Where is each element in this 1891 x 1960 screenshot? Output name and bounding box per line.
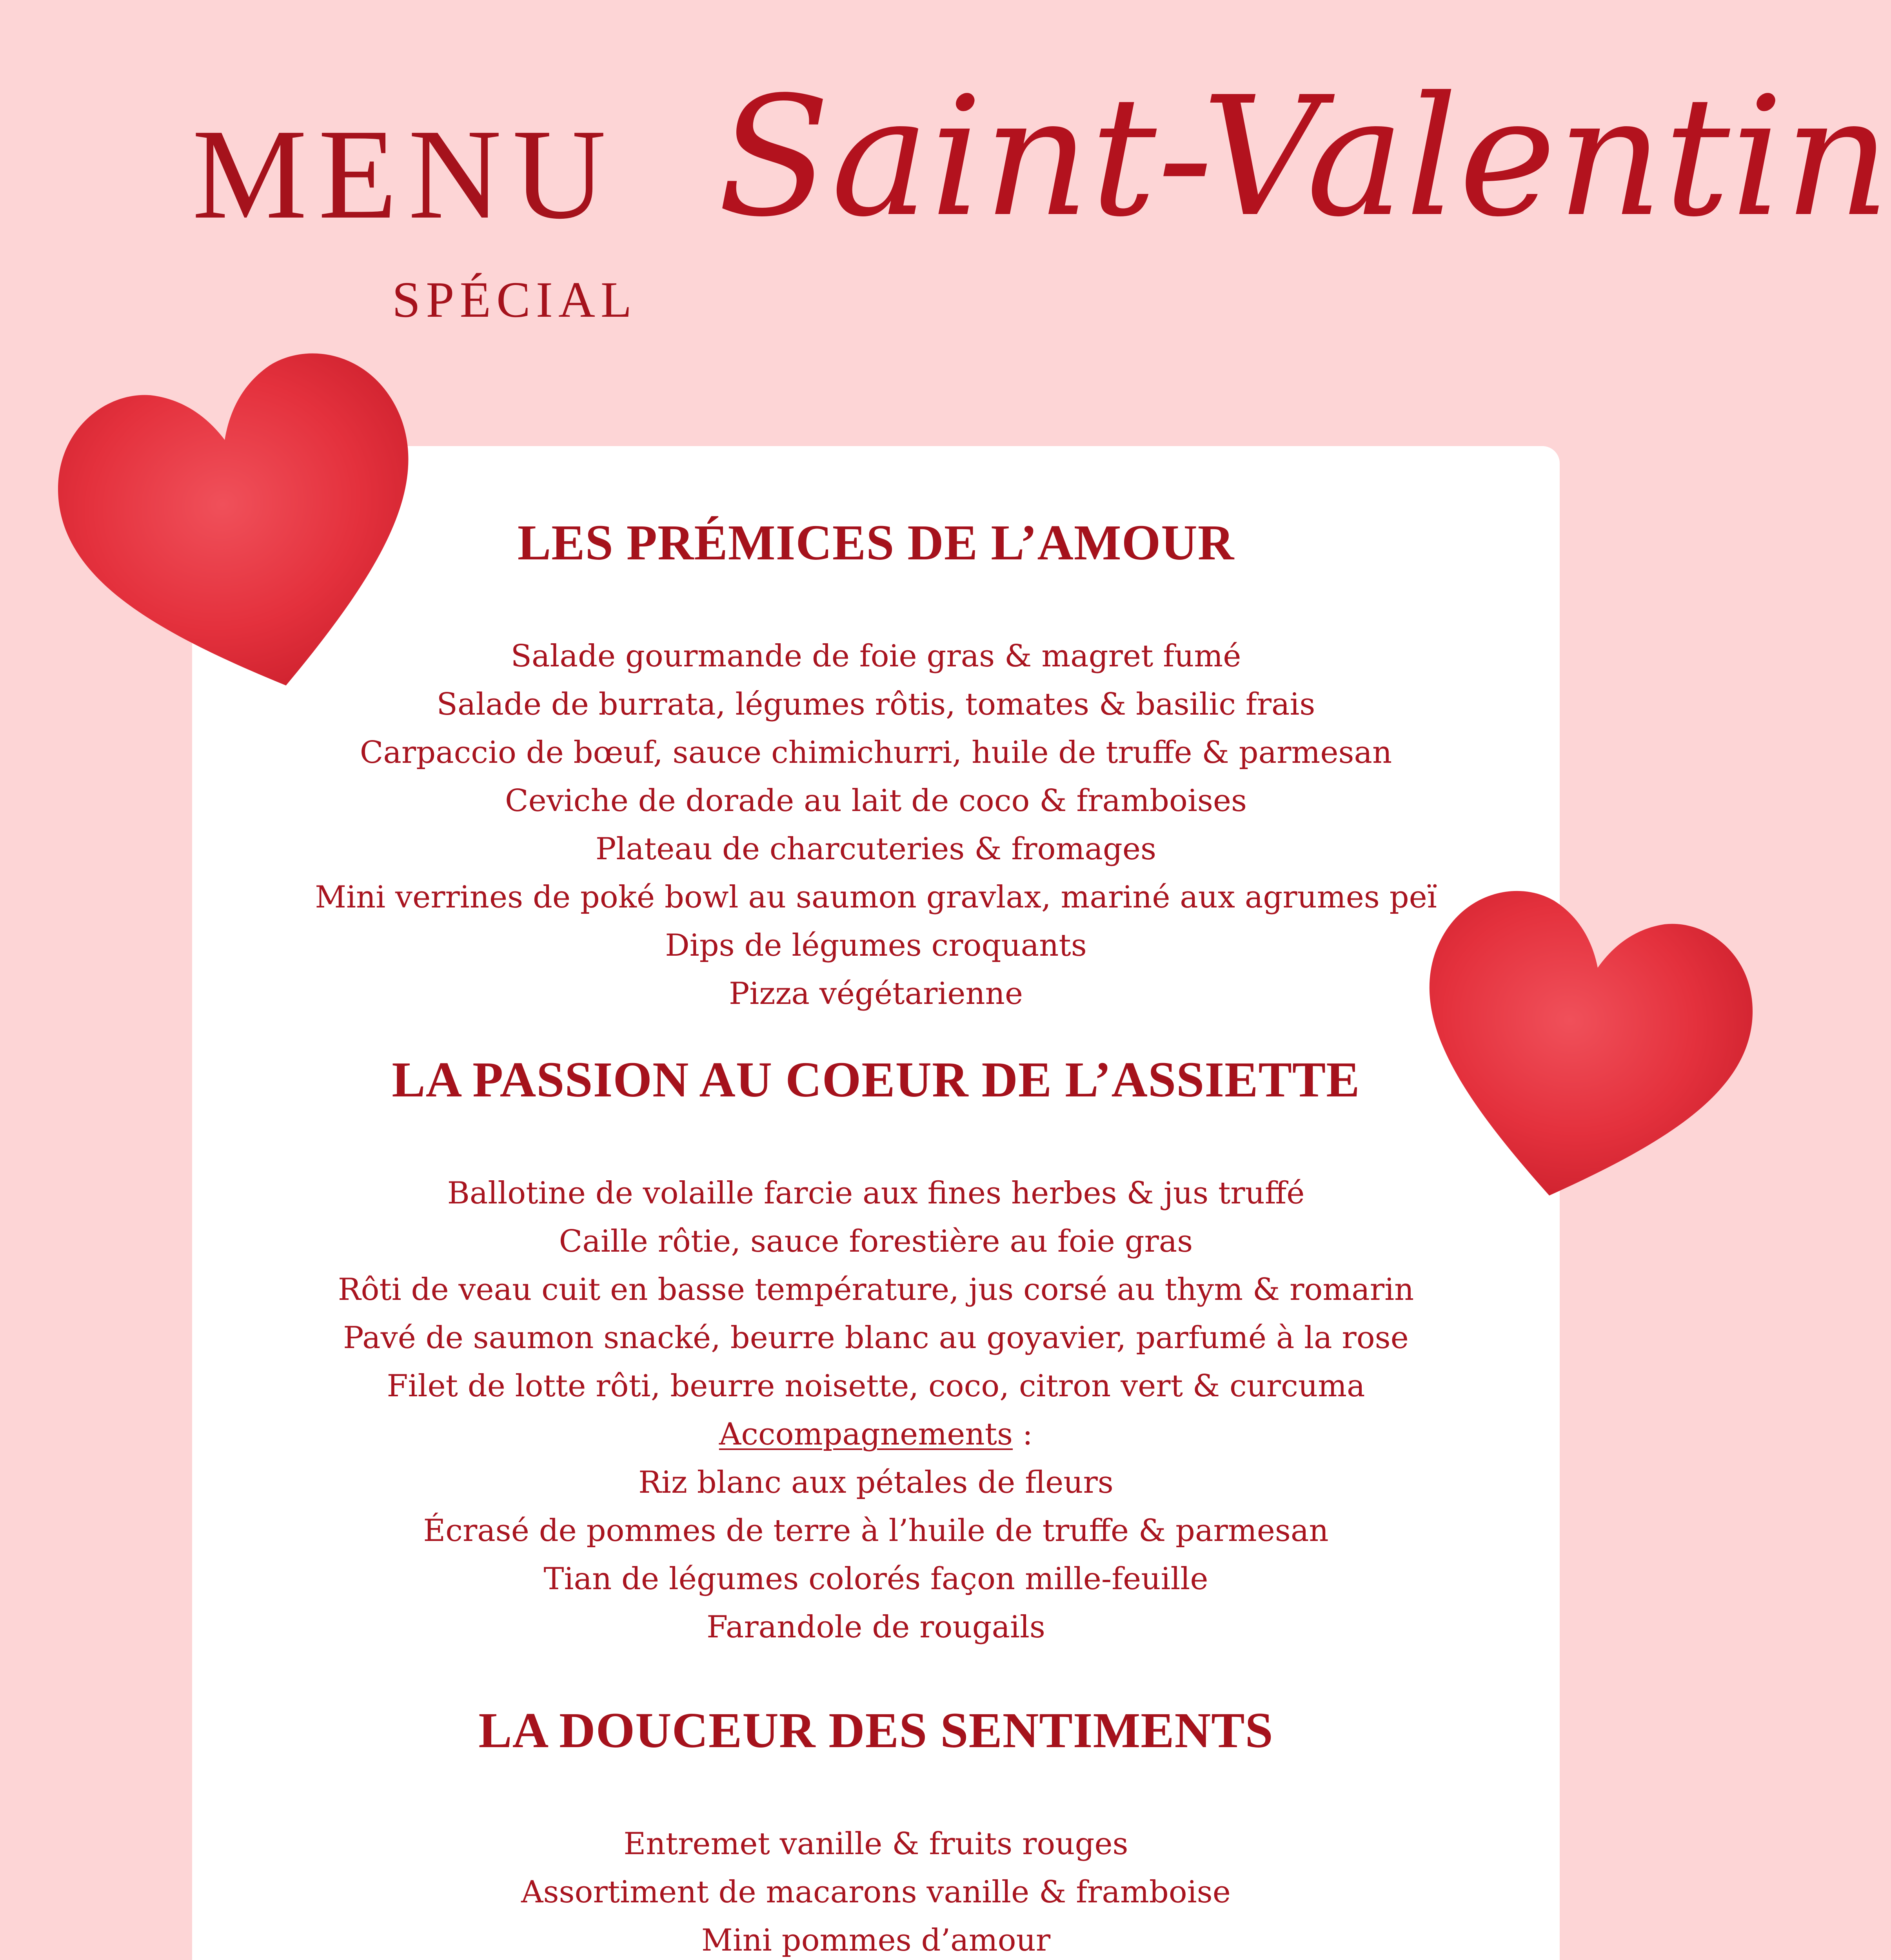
list-item: Pizza végétarienne — [728, 976, 1023, 1011]
list-item: Mini verrines de poké bowl au saumon gravlax, mariné aux agrumes peï — [315, 880, 1437, 915]
section-title: LA DOUCEUR DES SENTIMENTS — [478, 1702, 1273, 1758]
section-starters — [192, 517, 1560, 1018]
accompaniments-suffix: : — [1013, 1417, 1033, 1452]
accompaniments-heading — [192, 1410, 1560, 1459]
list-item: Pavé de saumon snacké, beurre blanc au goyavier, parfumé à la rose — [343, 1320, 1409, 1356]
section-mains — [192, 1054, 1560, 1651]
list-item: Écrasé de pommes de terre à l’huile de truffe & parmesan — [423, 1513, 1329, 1548]
saint-valentin-title: Saint-Valentin — [718, 62, 1891, 253]
list-item: Entremet vanille & fruits rouges — [623, 1826, 1128, 1862]
list-item: Mini pommes d’amour — [701, 1923, 1051, 1958]
section-title: LES PRÉMICES DE L’AMOUR — [517, 515, 1235, 570]
list-item: Salade gourmande de foie gras & magret fumé — [510, 639, 1241, 674]
section-title: LA PASSION AU COEUR DE L’ASSIETTE — [392, 1052, 1360, 1107]
accompaniments-label: Accompagnements — [719, 1417, 1013, 1452]
list-item: Dips de légumes croquants — [665, 928, 1087, 963]
list-item: Riz blanc aux pétales de fleurs — [638, 1465, 1114, 1500]
list-item: Salade de burrata, légumes rôtis, tomates & basilic frais — [436, 687, 1315, 722]
dish-list — [192, 1169, 1560, 1651]
list-item: Assortiment de macarons vanille & framboise — [521, 1875, 1231, 1910]
list-item: Plateau de charcuteries & fromages — [595, 831, 1157, 867]
dish-list — [192, 632, 1560, 1018]
list-item: Ceviche de dorade au lait de coco & framboises — [505, 783, 1247, 818]
dish-list — [192, 1820, 1560, 1960]
menu-title: MENU — [192, 103, 617, 246]
section-desserts — [192, 1702, 1560, 1960]
list-item: Ballotine de volaille farcie aux fines herbes & jus truffé — [447, 1176, 1305, 1211]
list-item: Carpaccio de bœuf, sauce chimichurri, huile de truffe & parmesan — [360, 735, 1392, 770]
list-item: Filet de lotte rôti, beurre noisette, coco, citron vert & curcuma — [387, 1368, 1365, 1404]
list-item: Farandole de rougails — [707, 1610, 1045, 1645]
list-item: Caille rôtie, sauce forestière au foie gras — [559, 1224, 1193, 1259]
list-item: Tian de légumes colorés façon mille-feuille — [543, 1561, 1208, 1597]
list-item: Rôti de veau cuit en basse température, jus corsé au thym & romarin — [338, 1272, 1414, 1307]
special-subtitle: SPÉCIAL — [392, 272, 638, 328]
